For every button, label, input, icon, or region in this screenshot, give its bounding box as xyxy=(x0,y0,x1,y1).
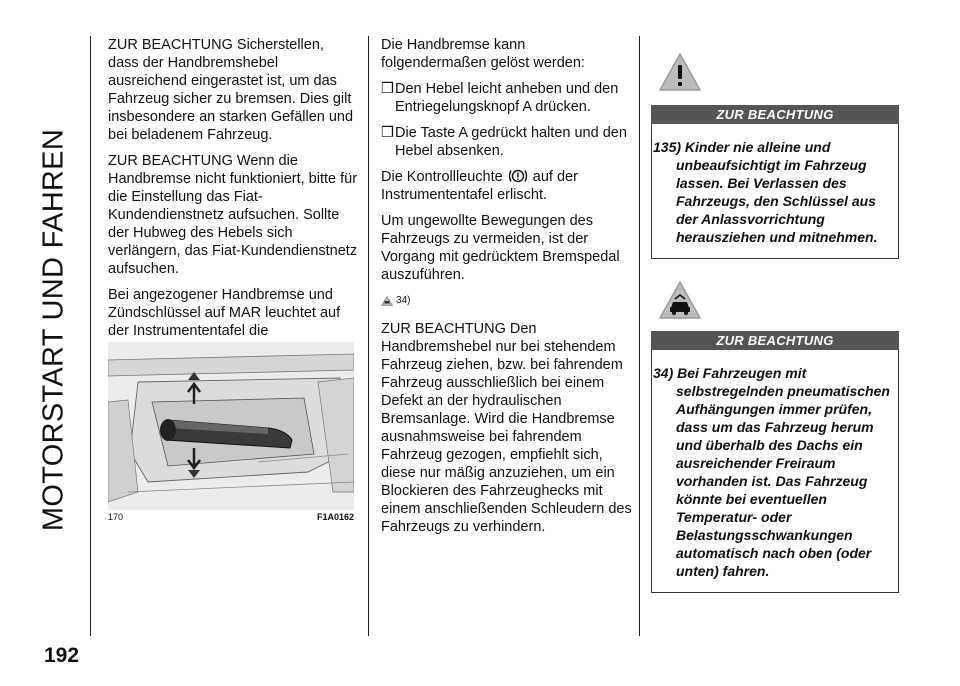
handbrake-illustration xyxy=(108,342,354,510)
paragraph-note-2: ZUR BEACHTUNG Wenn die Handbremse nicht funktioniert, bitte für die Einstellung das Fiat-Kundendienstnetz aufsuchen. Sollte der Hubweg des Hebels sich verlängern, das Fiat-Kundendienstnetz aufsuchen. xyxy=(108,153,358,277)
column-divider xyxy=(639,36,640,636)
list-item: ❒ Den Hebel leicht anheben und den Entriegelungsknopf A drücken. xyxy=(381,81,619,115)
warning-body xyxy=(651,124,899,259)
paragraph-release-intro: Die Handbremse kann folgendermaßen gelöst werden: xyxy=(381,37,585,71)
page-number: 192 xyxy=(44,644,80,667)
reference-marker: 34) xyxy=(381,292,633,310)
warning-header: ZUR BEACHTUNG xyxy=(651,331,899,350)
paragraph-note-1: ZUR BEACHTUNG Sicherstellen, dass der Handbremshebel ausreichend eingerastet ist, um das Fahrzeug sicher zu bremsen. Dies gilt insbesondere an starken Gefällen und bei beladenem Fahrzeug. xyxy=(108,37,354,143)
paragraph-avoid-movement: Um ungewollte Bewegungen des Fahrzeugs zu vermeiden, ist der Vorgang mit gedrücktem Bremspedal auszuführen. xyxy=(381,213,620,283)
paragraph-handbrake-warning: ZUR BEACHTUNG Den Handbremshebel nur bei stehendem Fahrzeug ziehen, bzw. bei fahrendem Fahrzeug ausschließlich bei einem Defekt an der hydraulischen Bremsanlage. Wird die Handbremse ausnahmsweise bei fahrendem Fahrzeug gezogen, empfiehlt sich, diese nur mäßig anzuziehen, um ein Blockieren des Fahrzeughecks mit einem anschließenden Schleudern des Fahrzeugs zu verhindern. xyxy=(381,321,632,535)
checkbox-bullet-icon: ❒ xyxy=(381,81,394,97)
warning-box-children xyxy=(651,105,899,259)
text-column-1 xyxy=(108,36,358,384)
text-column-2 xyxy=(381,36,633,544)
warning-item: 34) Bei Fahrzeugen mit selbstregelnden pneumatischen Aufhängungen immer prüfen, dass um das Fahrzeug herum und überhalb des Dachs ein ausreichender Freiraum vorhanden ist. Das Fahrzeug könnte bei eventuellen Temperatur- oder Belastungsschwankungen automatisch nach oben (oder unten) fahren. xyxy=(653,365,890,579)
column-divider xyxy=(90,36,91,636)
parking-brake-warning-icon xyxy=(507,168,529,184)
handbrake-figure xyxy=(108,342,354,510)
paragraph-lamp-off: Die Kontrollleuchte auf der Instrumententafel erlischt. xyxy=(381,169,578,203)
warning-box-suspension xyxy=(651,331,899,593)
figure-number: 170 xyxy=(108,512,124,522)
warning-triangle-icon xyxy=(658,52,702,92)
figure-code: F1A0162 xyxy=(316,512,354,522)
list-item: ❒ Die Taste A gedrückt halten und den Hebel absenken. xyxy=(381,125,627,159)
warning-header: ZUR BEACHTUNG xyxy=(651,105,899,124)
warning-item: 135) Kinder nie alleine und unbeaufsichtigt im Fahrzeug lassen. Bei Verlassen des Fahrzeugs, den Schlüssel aus der Anlassvorrichtung herausziehen und mitnehmen. xyxy=(653,139,878,245)
car-warning-small-icon xyxy=(381,296,393,306)
car-warning-triangle-icon xyxy=(658,280,702,320)
column-divider xyxy=(368,36,369,636)
warning-body xyxy=(651,350,899,593)
checkbox-bullet-icon: ❒ xyxy=(381,125,394,141)
paragraph-lamp-on: Bei angezogener Handbremse und Zündschlüssel auf MAR leuchtet auf der Instrumententafel die xyxy=(108,286,358,376)
section-title-text: MOTORSTART UND FAHREN xyxy=(37,128,70,532)
